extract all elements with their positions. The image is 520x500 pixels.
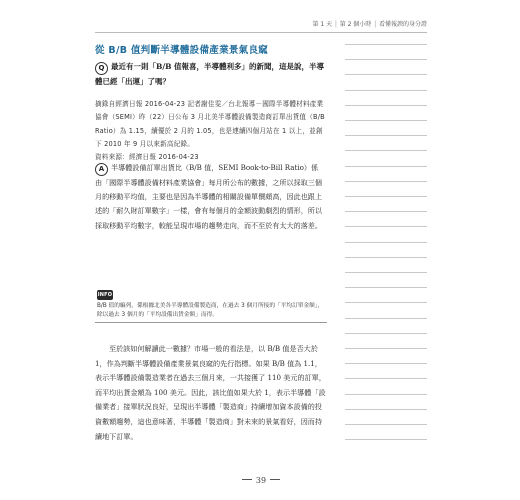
page-number-value: 39 [255, 476, 267, 485]
book-page [95, 0, 427, 500]
note-line [345, 242, 427, 243]
info-note: B/B 值的編列，係根據北美各半導體設備製造商，在過去 3 個月所接的「平均訂單金額」，除以過去 3 個月的「平均設備出貨金額」而得。 [97, 303, 324, 318]
running-head: 第 1 天 │ 第 2 個小時 │ 看懂報諛的身分證 [312, 21, 427, 28]
note-line [345, 211, 427, 212]
note-line [345, 226, 427, 227]
section-title: 從 B/B 值判斷半導體設備產業景氣良窳 [95, 45, 269, 56]
note-line [345, 135, 427, 136]
note-line [345, 74, 427, 75]
page-number-dash-left [242, 479, 252, 480]
note-line [345, 44, 427, 45]
note-line [345, 120, 427, 121]
excerpt-body: 摘錄自經濟日報 2016-04-23 記者謝佳雯／台北報導－國際半導體材料產業協會（SEMI）昨（22）日公布 3 月北美半導體設備製造商訂單出貨值（B/B Ratio）為 1.15，續優於 2 月的 1.05，也是連續四個月站在 1 以上，並創下 2010 年 9 月以來新高紀錄。 [95, 100, 325, 148]
note-line [345, 196, 427, 197]
question-text: 最近有一則「B/B 值報喜，半導體利多」的新聞，這是說，半導體已經「出運」了嗎？ [95, 62, 325, 86]
note-line [345, 424, 427, 425]
note-line [345, 59, 427, 60]
page-number [95, 476, 427, 485]
answer-text: 半導體設備訂單出貨比（B/B 值，SEMI Book-to-Bill Ratio）係由「國際半導體設備材料產業協會」每月所公布的數據，之所以採取三個月的移動平均值，主要也是因為半導體的相關設備單價頗高，因此也跟上述的「耐久財訂單數字」一樣，會有每個月的金額波動劇烈的情形，所以採取移動平均數字，較能呈現市場的趨勢走向，而不至於有太大的落差。 [95, 163, 322, 230]
running-head-chapter: 第 2 個小時 [339, 21, 372, 28]
body-paragraph: 至於該如何解讀此一數據？市場一般的看法是，以 B/B 值是否大於 1，作為判斷半導體設備產業景氣良窳的先行指標。如果 B/B 值為 1.1，表示半導體設備製造業者在過去三個月來，一共接獲了 110 美元的訂單，而平均出貨金額為 100 美元。因此，該比值如果大於 1，表示半導體「設備業者」接單狀況良好，呈現出半導體「製造商」持續增加資本設備的投資數額趨勢，這也意味著，半導體「製造商」對未來的景氣看好，因而持續地下訂單。 [95, 344, 326, 441]
excerpt-source: 資料來源：經濟日報 2016-04-23 [95, 153, 199, 162]
note-line [345, 318, 427, 319]
note-line [345, 378, 427, 379]
answer-badge-icon: A [95, 163, 108, 176]
note-line [345, 287, 427, 288]
note-lines [345, 44, 427, 454]
note-line [345, 105, 427, 106]
note-line [345, 150, 427, 151]
note-line [345, 363, 427, 364]
note-line [345, 348, 427, 349]
note-line [345, 257, 427, 258]
running-head-topic: 看懂報諛的身分證 [378, 21, 427, 28]
header-rule [95, 32, 427, 33]
page-number-dash-right [270, 479, 280, 480]
note-line [345, 333, 427, 334]
running-head-part: 第 1 天 [312, 21, 333, 28]
answer-block [95, 161, 325, 233]
note-line [345, 272, 427, 273]
info-icon: INFO [97, 292, 113, 298]
news-excerpt [95, 98, 325, 164]
question-block [95, 60, 325, 89]
note-line [345, 90, 427, 91]
note-line [345, 409, 427, 410]
note-line [345, 394, 427, 395]
note-line [345, 181, 427, 182]
note-line [345, 439, 427, 440]
note-line [345, 302, 427, 303]
info-rule [95, 322, 327, 323]
question-badge-icon: Q [95, 62, 108, 75]
note-line [345, 166, 427, 167]
